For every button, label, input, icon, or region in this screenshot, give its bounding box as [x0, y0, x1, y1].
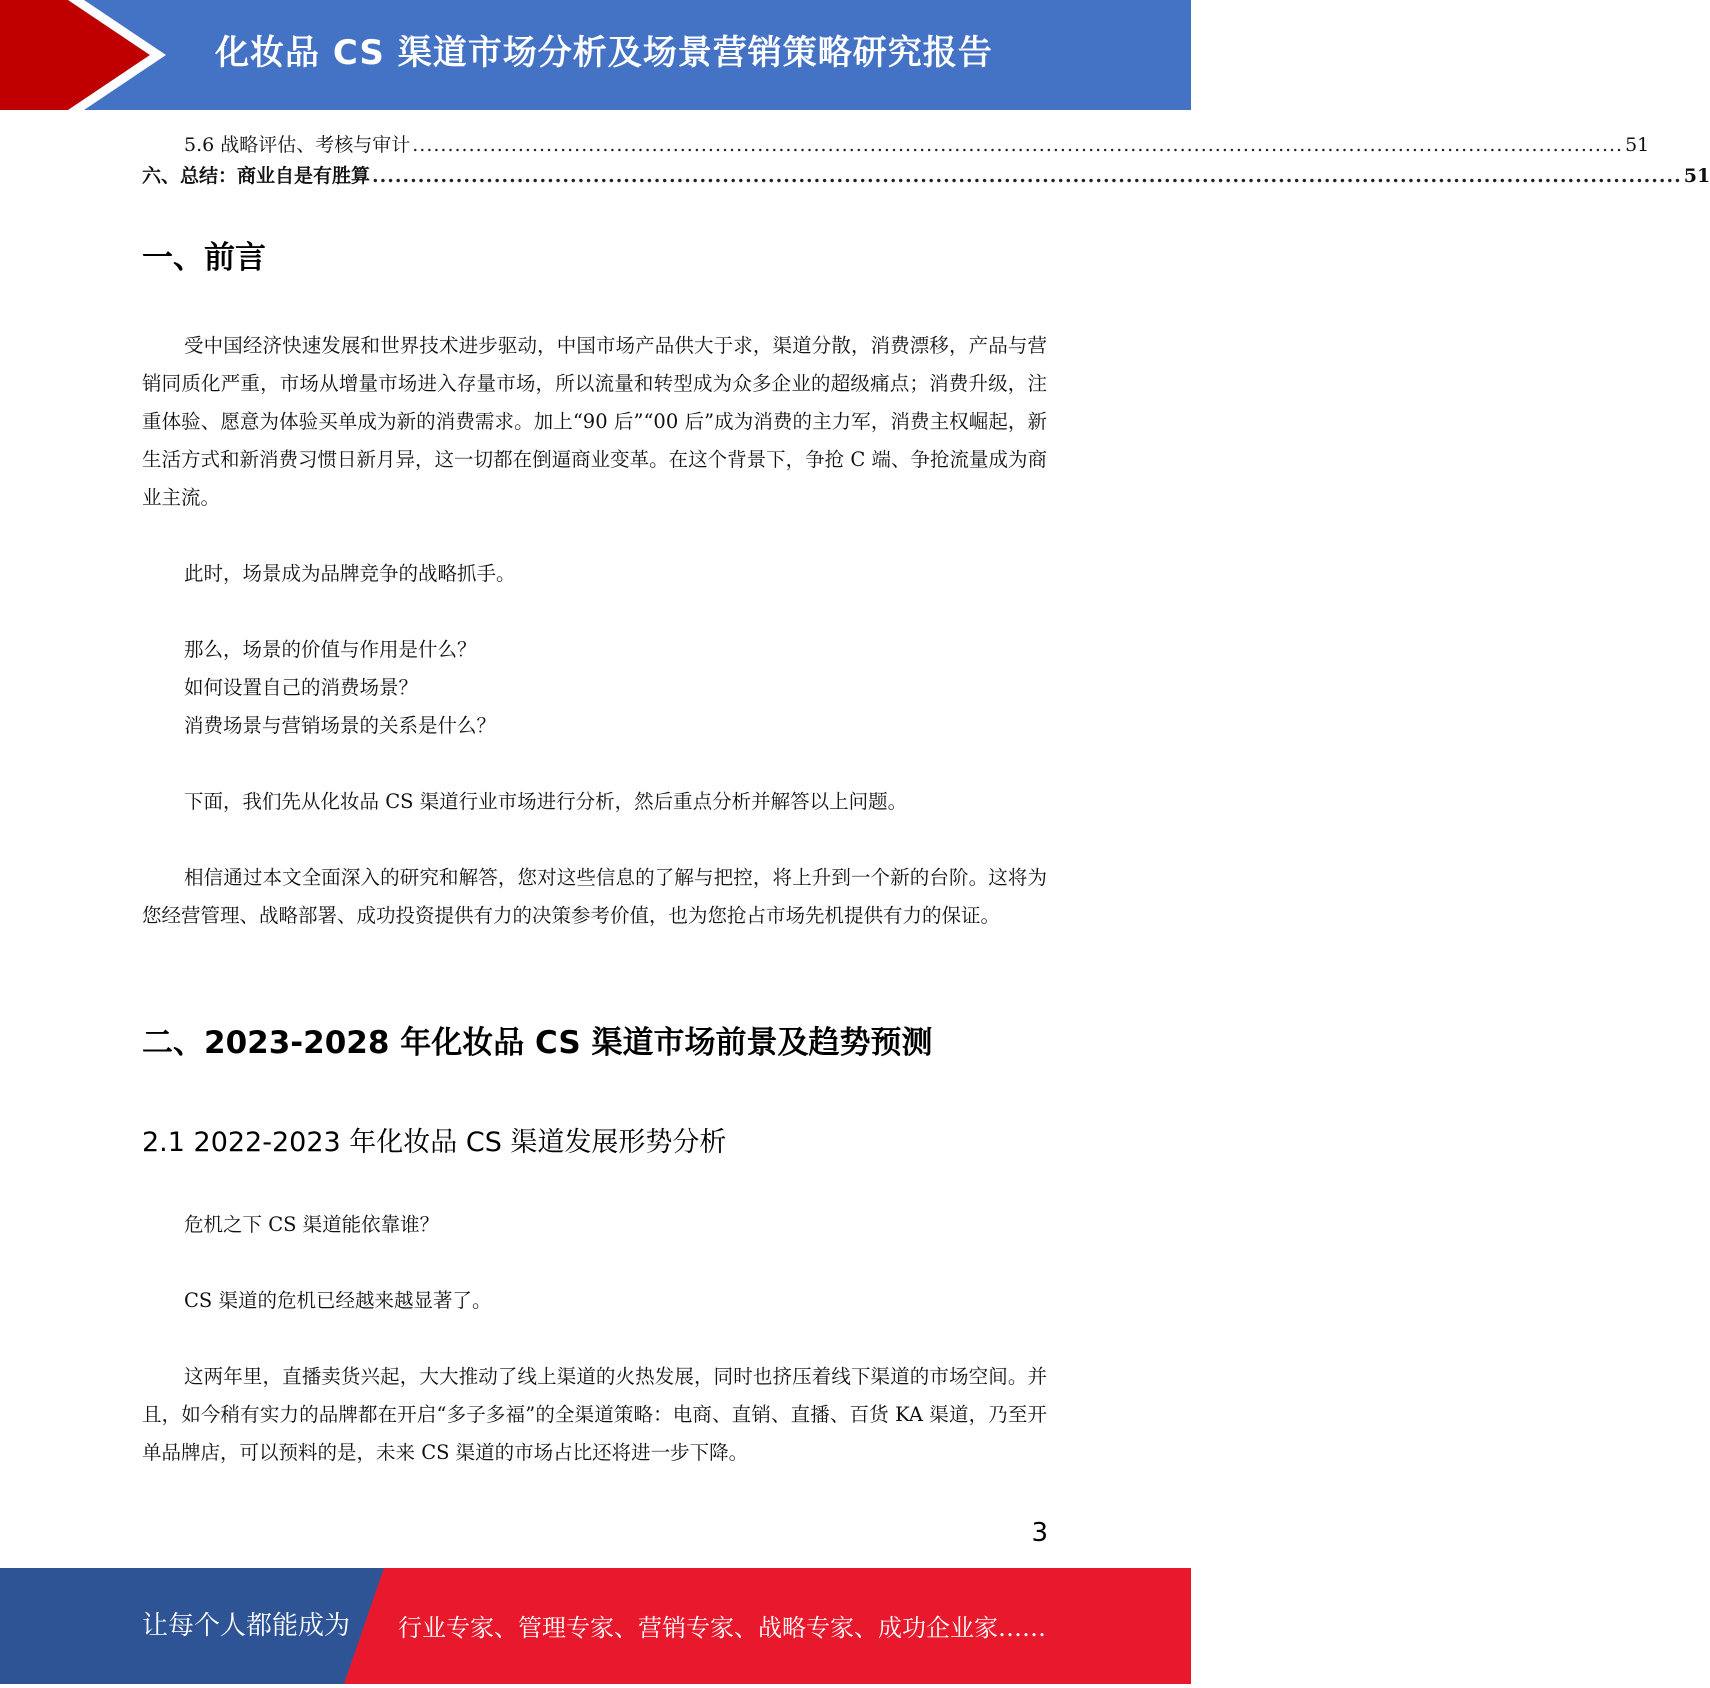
- subsection-heading: 2.1 2022-2023 年化妆品 CS 渠道发展形势分析: [142, 1127, 727, 1158]
- toc-entry[interactable]: [142, 161, 1710, 188]
- footer-slogan-left: 让每个人都能成为: [142, 1611, 351, 1641]
- section2-paragraph-1: 这两年里，直播卖货兴起，大大推动了线上渠道的火热发展，同时也挤压着线下渠道的市场空间。并且，如今稍有实力的品牌都在开启“多子多福”的全渠道策略：电商、直销、直播、百货 KA 渠道，乃至开单品牌店，可以预料的是，未来 CS 渠道的市场占比还将进一步下降。: [142, 1365, 1047, 1464]
- section-heading-forecast: 二、2023-2028 年化妆品 CS 渠道市场前景及趋势预测: [142, 1025, 933, 1061]
- toc-entry-page: 51: [1683, 165, 1710, 187]
- preface-line-1: 此时，场景成为品牌竞争的战略抓手。: [184, 562, 516, 585]
- toc-entry-page: 51: [1625, 134, 1650, 156]
- page-number: 3: [1031, 1518, 1048, 1548]
- preface-line-2: 下面，我们先从化妆品 CS 渠道行业市场进行分析，然后重点分析并解答以上问题。: [184, 790, 908, 813]
- toc-entry-label: 5.6 战略评估、考核与审计: [184, 134, 411, 156]
- section2-line-2: CS 渠道的危机已经越来越显著了。: [184, 1289, 492, 1312]
- section2-line-1: 危机之下 CS 渠道能依靠谁？: [184, 1213, 440, 1236]
- toc-entry[interactable]: [142, 130, 1650, 157]
- preface-paragraph-1: 受中国经济快速发展和世界技术进步驱动，中国市场产品供大于求，渠道分散，消费漂移，产品与营销同质化严重，市场从增量市场进入存量市场，所以流量和转型成为众多企业的超级痛点；消费升级，注重体验、愿意为体验买单成为新的消费需求。加上“90 后”“00 后”成为消费的主力军，消费主权崛起，新生活方式和新消费习惯日新月异，这一切都在倒逼商业变革。在这个背景下，争抢 C 端、争抢流量成为商业主流。: [142, 334, 1047, 509]
- footer-slogan-right: 行业专家、管理专家、营销专家、战略专家、成功企业家……: [398, 1614, 1046, 1642]
- section-heading-preface: 一、前言: [142, 240, 266, 276]
- toc-entry-label: 六、总结：商业自是有胜算: [142, 165, 371, 187]
- toc-leader-dots: ............................................................................................................................................................................: [372, 165, 1682, 187]
- question-3: 消费场景与营销场景的关系是什么？: [184, 714, 497, 737]
- header-title: 化妆品 CS 渠道市场分析及场景营销策略研究报告: [215, 33, 993, 73]
- toc-leader-dots: ............................................................................................................................................................................: [412, 134, 1624, 156]
- header-banner: [0, 0, 1191, 110]
- footer-banner: [0, 1568, 1191, 1684]
- question-1: 那么，场景的价值与作用是什么？: [184, 638, 477, 661]
- preface-paragraph-2: 相信通过本文全面深入的研究和解答，您对这些信息的了解与把控，将上升到一个新的台阶。这将为您经营管理、战略部署、成功投资提供有力的决策参考价值，也为您抢占市场先机提供有力的保证。: [142, 866, 1047, 927]
- question-2: 如何设置自己的消费场景？: [184, 676, 419, 699]
